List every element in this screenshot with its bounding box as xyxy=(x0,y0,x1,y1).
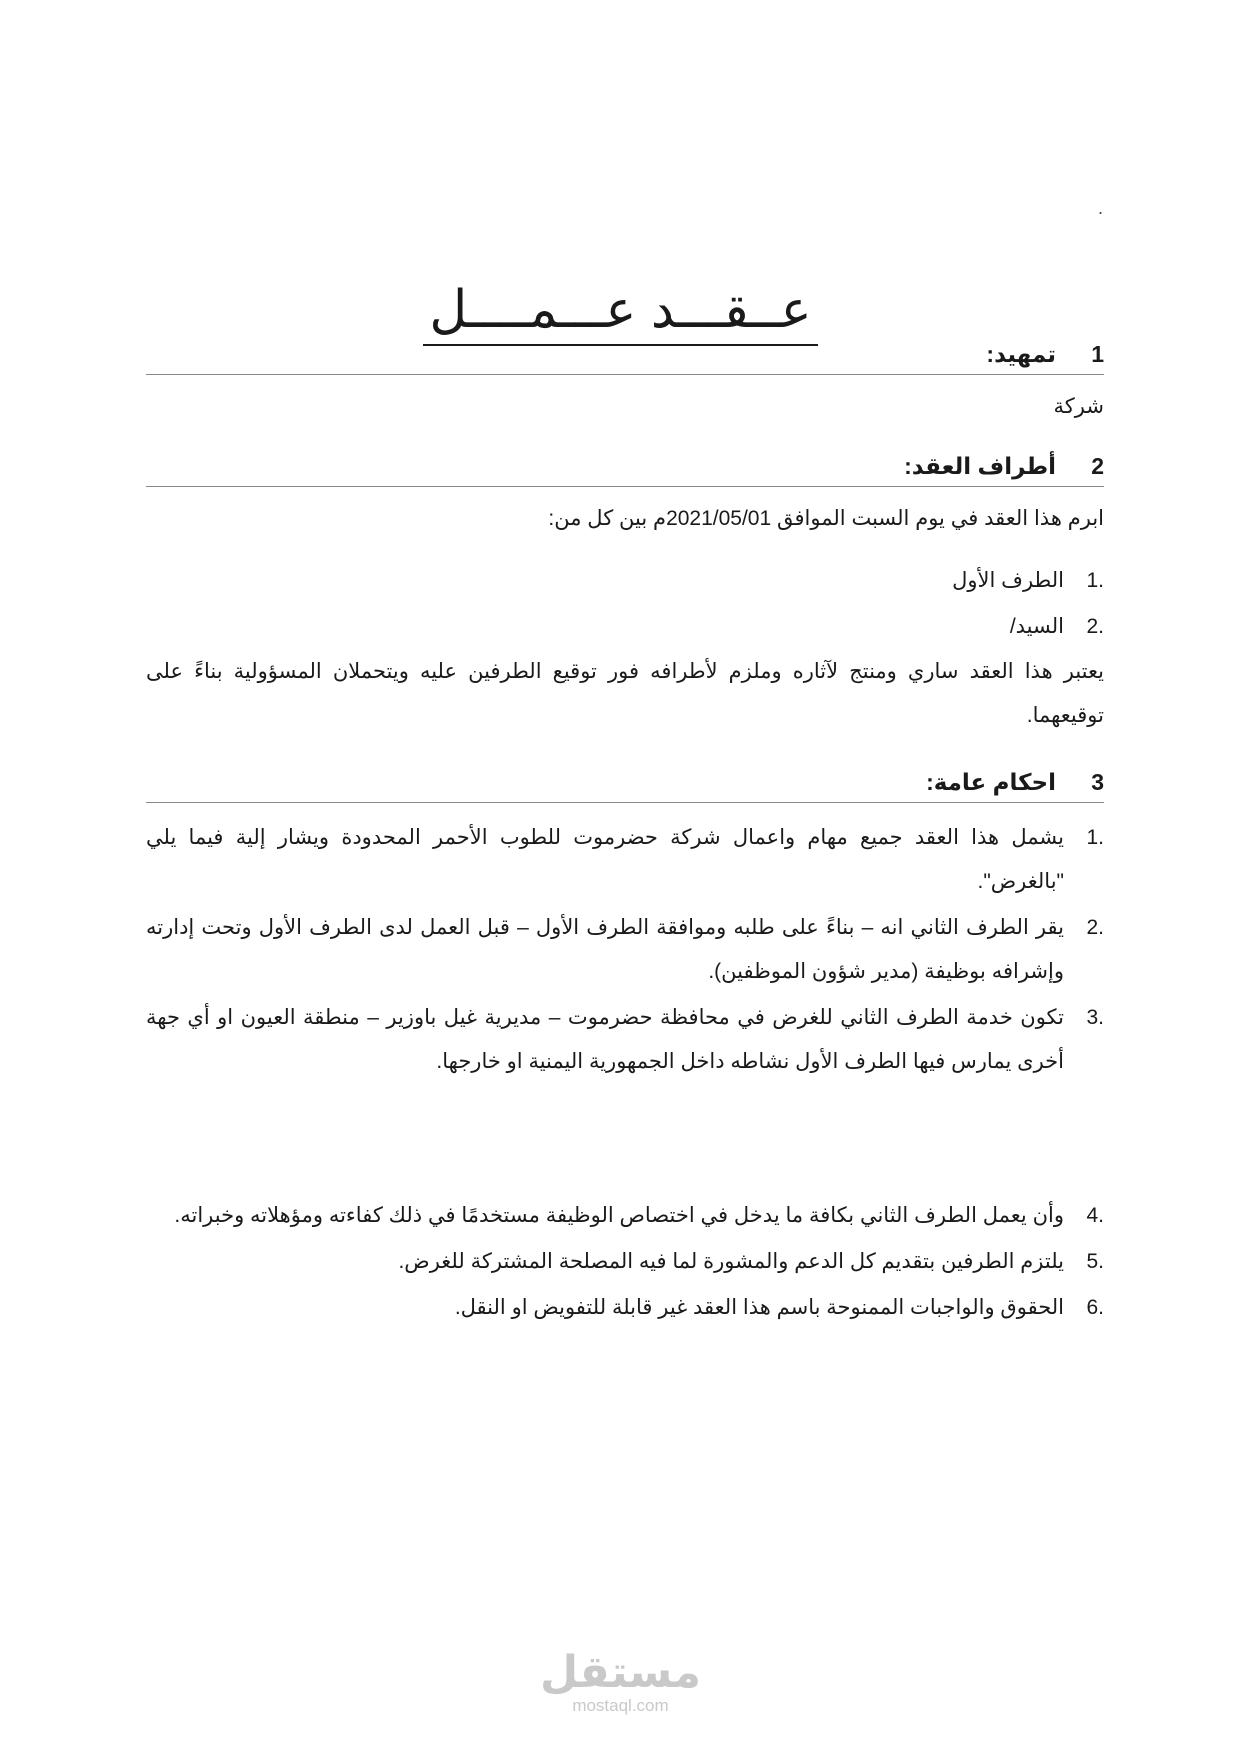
provision-text: تكون خدمة الطرف الثاني للغرض في محافظة حضرموت – مديرية غيل باوزير – منطقة العيون او أي جهة أخرى يمارس فيها الطرف الأول نشاطه داخل الجمهورية اليمنية او خارجها. xyxy=(146,1006,1064,1073)
section-2-closing: يعتبر هذا العقد ساري ومنتج لآثاره وملزم لأطرافه فور توقيع الطرفين عليه ويتحملان المسؤولية بناءً على توقيعهما. xyxy=(146,660,1104,727)
general-provisions-list-a xyxy=(146,816,1104,1086)
section-2-number: 2 xyxy=(1091,452,1104,479)
list-item-number: 3. xyxy=(1086,1006,1104,1029)
parties-list xyxy=(146,559,1104,651)
list-item-number: 2. xyxy=(1086,916,1104,939)
list-item-number: 5. xyxy=(1086,1250,1104,1273)
section-1-heading xyxy=(146,334,1104,375)
list-item xyxy=(146,996,1104,1084)
section-1-title: تمهيد: xyxy=(986,340,1056,367)
section-3-number: 3 xyxy=(1091,768,1104,795)
provision-text: يقر الطرف الثاني انه – بناءً على طلبه وموافقة الطرف الأول – قبل العمل لدى الطرف الأول وتحت إدارته وإشرافه بوظيفة (مدير شؤون الموظفين). xyxy=(146,916,1064,983)
list-item xyxy=(146,906,1104,994)
list-item-number: 1. xyxy=(1086,826,1104,849)
section-2-intro: ابرم هذا العقد في يوم السبت الموافق 2021/05/01م بين كل من: xyxy=(548,507,1104,530)
provision-text: الحقوق والواجبات الممنوحة باسم هذا العقد غير قابلة للتفويض او النقل. xyxy=(454,1296,1064,1319)
list-item-number: 2. xyxy=(1086,615,1104,638)
list-item xyxy=(146,1240,1104,1284)
section-2-heading xyxy=(146,446,1104,487)
section-3-heading xyxy=(146,762,1104,803)
list-item xyxy=(146,816,1104,904)
mostaql-watermark xyxy=(0,1650,1241,1716)
list-item xyxy=(146,605,1104,649)
section-1-number: 1 xyxy=(1091,340,1104,367)
section-3-title: احكام عامة: xyxy=(926,768,1056,795)
party-second: السيد/ xyxy=(1009,615,1064,638)
list-item-number: 1. xyxy=(1086,569,1104,592)
list-item xyxy=(146,1286,1104,1330)
party-first: الطرف الأول xyxy=(952,569,1064,592)
provision-text: يلتزم الطرفين بتقديم كل الدعم والمشورة لما فيه المصلحة المشتركة للغرض. xyxy=(398,1250,1064,1273)
section-2-title: أطراف العقد: xyxy=(904,452,1056,479)
list-item xyxy=(146,1194,1104,1238)
watermark-url: mostaql.com xyxy=(572,1696,669,1715)
section-1-body: شركة xyxy=(1053,395,1104,418)
list-item xyxy=(146,559,1104,603)
list-item-number: 6. xyxy=(1086,1296,1104,1319)
provision-text: وأن يعمل الطرف الثاني بكافة ما يدخل في اختصاص الوظيفة مستخدمًا في ذلك كفاءته ومؤهلاته وخبراته. xyxy=(174,1204,1064,1227)
general-provisions-list-b xyxy=(146,1194,1104,1332)
provision-text: يشمل هذا العقد جميع مهام واعمال شركة حضرموت للطوب الأحمر المحدودة ويشار إلية فيما يلي "بالغرض". xyxy=(146,826,1064,893)
document-title-text: عــقـــد عـــمــــل xyxy=(423,280,817,346)
list-item-number: 4. xyxy=(1086,1204,1104,1227)
watermark-logo-text: مستقل xyxy=(540,1648,701,1697)
page-mark: . xyxy=(1098,198,1104,218)
